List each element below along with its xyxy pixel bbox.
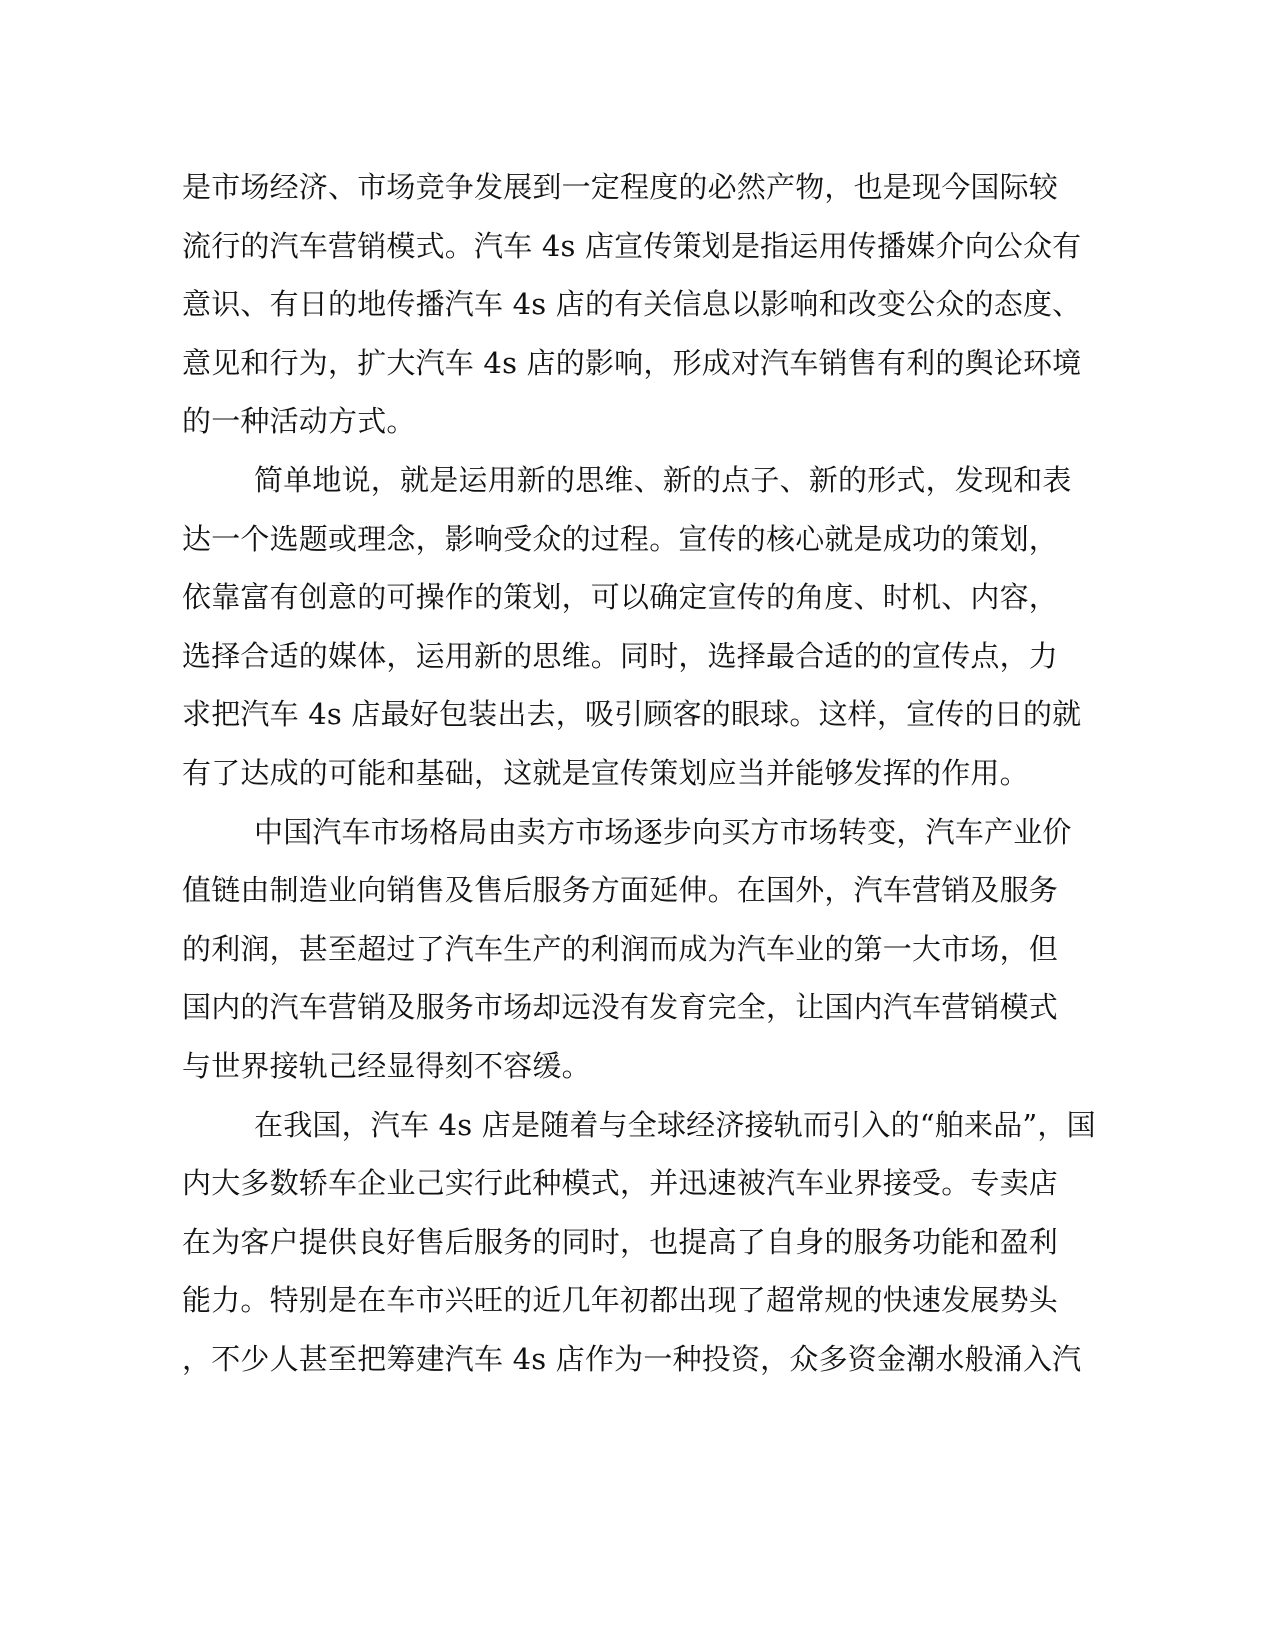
text-line: 是市场经济、市场竞争发展到一定程度的必然产物，也是现今国际较	[182, 170, 1059, 204]
text-line: 简单地说，就是运用新的思维、新的点子、新的形式，发现和表	[254, 462, 1072, 497]
text-line: 流行的汽车营销模式。汽车 4s 店宣传策划是指运用传播媒介向公众有	[182, 228, 1082, 263]
text-line: 在为客户提供良好售后服务的同时，也提高了自身的服务功能和盈利	[182, 1224, 1059, 1259]
text-line: ，不少人甚至把筹建汽车 4s 店作为一种投资，众多资金潮水般涌入汽	[182, 1341, 1082, 1376]
text-line: 意见和行为，扩大汽车 4s 店的影响，形成对汽车销售有利的舆论环境	[182, 345, 1082, 380]
text-line: 与世界接轨己经显得刻不容缓。	[182, 1048, 591, 1083]
text-line: 的一种活动方式。	[182, 404, 416, 439]
text-line: 依靠富有创意的可操作的策划，可以确定宣传的角度、时机、内容，	[182, 580, 1059, 615]
text-line: 意识、有日的地传播汽车 4s 店的有关信息以影响和改变公众的态度、	[182, 287, 1082, 322]
text-line: 值链由制造业向销售及售后服务方面延伸。在国外，汽车营销及服务	[182, 873, 1059, 908]
text-line: 选择合适的媒体，运用新的思维。同时，选择最合适的的宣传点，力	[182, 638, 1059, 673]
text-line: 达一个选题或理念，影响受众的过程。宣传的核心就是成功的策划，	[182, 521, 1059, 556]
text-line: 的利润，甚至超过了汽车生产的利润而成为汽车业的第一大市场，但	[182, 931, 1059, 966]
text-line: 中国汽车市场格局由卖方市场逐步向买方市场转变，汽车产业价	[254, 814, 1072, 849]
text-line: 内大多数轿车企业己实行此种模式，并迅速被汽车业界接受。专卖店	[182, 1166, 1059, 1201]
text-line: 国内的汽车营销及服务市场却远没有发育完全，让国内汽车营销模式	[182, 990, 1059, 1025]
text-line: 求把汽车 4s 店最好包装出去，吸引顾客的眼球。这样，宣传的日的就	[182, 697, 1082, 732]
text-line: 有了达成的可能和基础，这就是宣传策划应当并能够发挥的作用。	[182, 755, 1029, 790]
text-line: 能力。特别是在车市兴旺的近几年初都出现了超常规的快速发展势头	[182, 1283, 1059, 1318]
text-line: 在我国，汽车 4s 店是随着与全球经济接轨而引入的“舶来品”，国	[254, 1107, 1096, 1142]
document-body	[182, 158, 1096, 1388]
